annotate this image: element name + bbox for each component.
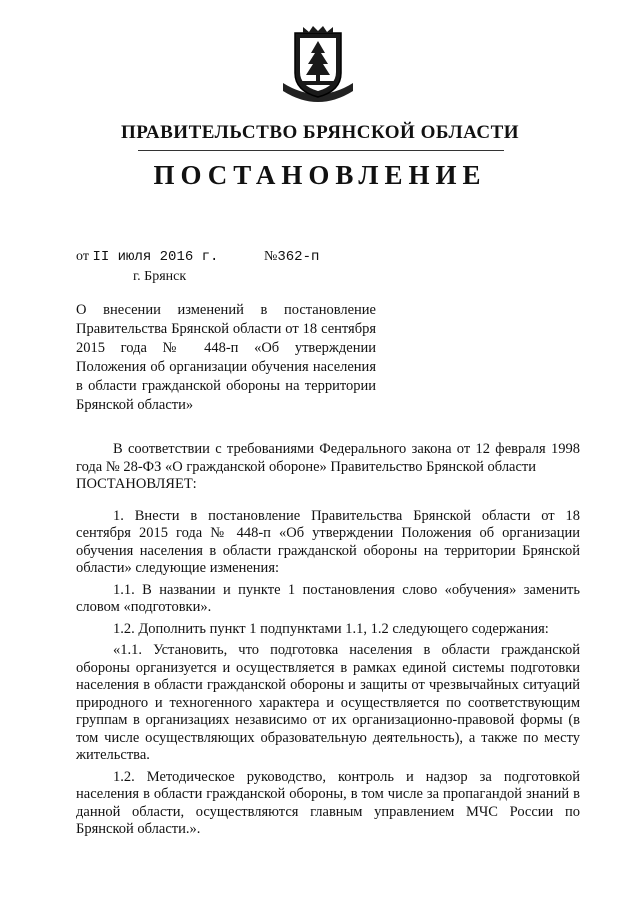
document-city: г. Брянск <box>133 269 187 284</box>
document-subject: О внесении изменений в постановление Правительства Брянской области от 18 сентября 2015 года № 448-п «Об утверждении Положения об организации обучения населения в области гражданской обороны на территории Брянской области» <box>76 302 376 413</box>
document-number <box>264 249 319 265</box>
government-name: ПРАВИТЕЛЬСТВО БРЯНСКОЙ ОБЛАСТИ <box>120 122 520 143</box>
quoted-item-1-2: 1.2. Методическое руководство, контроль и надзор за подготовкой населения в области гражданской обороны, в том числе за пропагандой знаний в данной области, осуществляются главным управлением МЧС России по Брянской области.». <box>76 768 580 837</box>
item-1-1: 1.1. В названии и пункте 1 постановления слово «обучения» заменить словом «подготовки». <box>76 581 580 615</box>
header-divider <box>138 150 504 151</box>
decree-word: ПОСТАНОВЛЯЕТ: <box>76 476 197 492</box>
number-prefix: № <box>264 249 278 264</box>
number-value: 362-п <box>277 249 320 265</box>
quoted-item-1-1: «1.1. Установить, что подготовка населения в области гражданской обороны организуется и осуществляется в рамках единой системы подготовки населения в области гражданской обороны и защиты от чрезвычайных ситуаций природного и техногенного характера и осуществляется по соответствующим группам в организациях независимо от их организационно-правовой формы (в том числе осуществляющих образовательную деятельность), а также по месту жительства. <box>76 642 580 763</box>
date-value: II июля 2016 г. <box>92 249 219 265</box>
document-title: ПОСТАНОВЛЕНИЕ <box>153 160 487 190</box>
preamble-paragraph: В соответствии с требованиями Федерального закона от 12 февраля 1998 года № 28-ФЗ «О гражданской обороне» Правительство Брянской области <box>76 441 580 475</box>
item-1-2: 1.2. Дополнить пункт 1 подпунктами 1.1, 1.2 следующего содержания: <box>113 620 549 637</box>
document-body <box>76 441 580 839</box>
date-prefix: от <box>76 249 89 264</box>
item-1: 1. Внести в постановление Правительства Брянской области от 18 сентября 2015 года № 448-п «Об утверждении Положения об организации обучения населения в области гражданской обороны на территории Брянской области» следующие изменения: <box>76 507 580 576</box>
document-date <box>76 249 218 265</box>
bryansk-coat-of-arms-icon <box>273 25 363 115</box>
